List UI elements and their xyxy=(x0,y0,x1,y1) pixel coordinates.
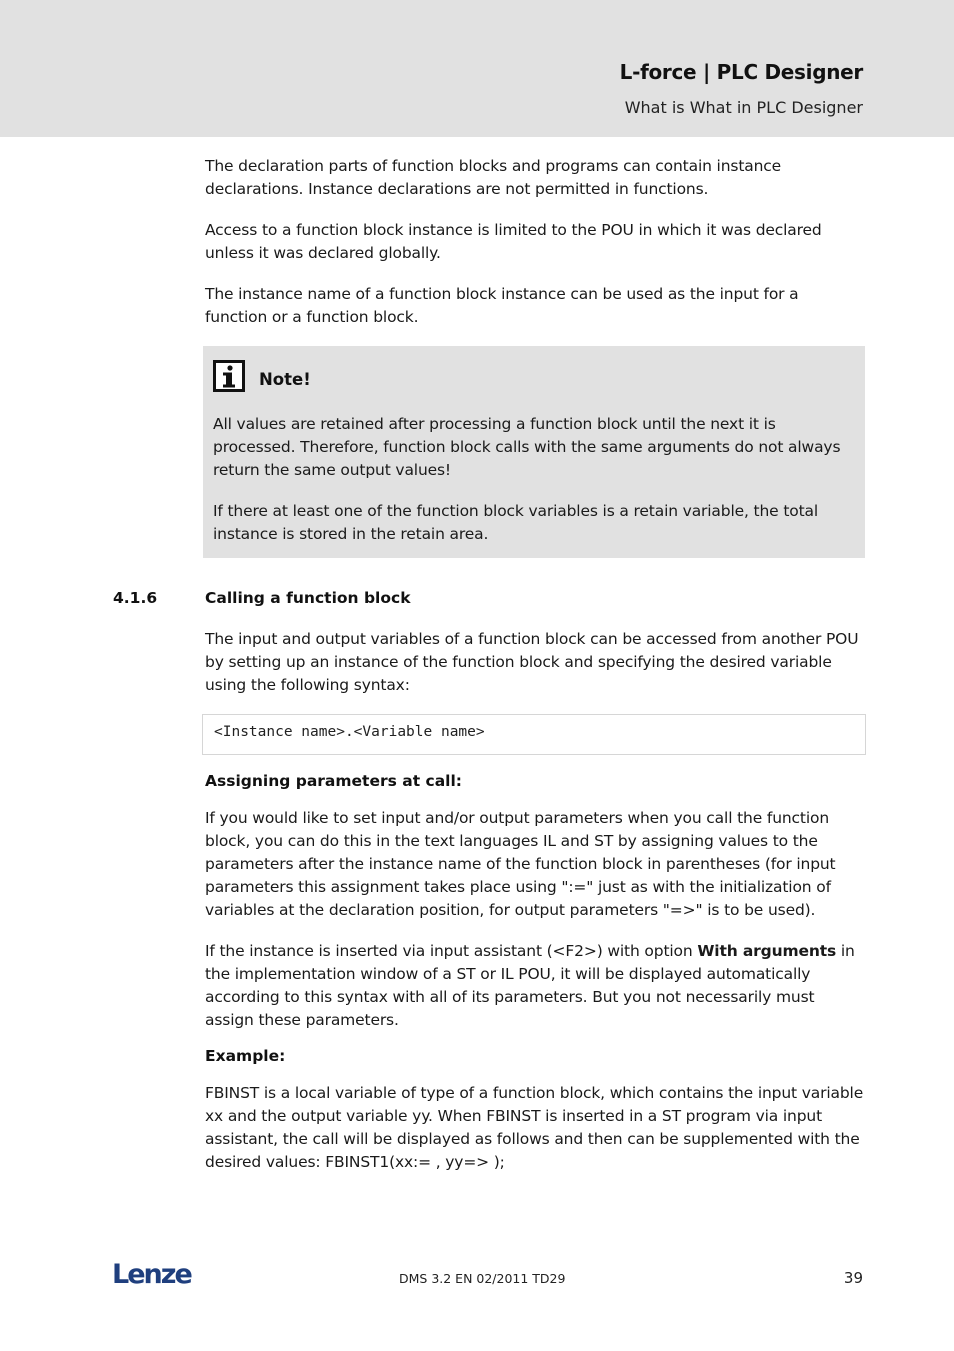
section-paragraph-1: The input and output variables of a function block can be accessed from another POU by setting up an instance of the function block and specifying the desired variable using the following syntax: xyxy=(205,630,859,694)
subhead-example: Example: xyxy=(205,1047,286,1065)
info-icon xyxy=(213,360,245,392)
section-paragraph-4: FBINST is a local variable of type of a function block, which contains the input variable xx and the output variable yy. When FBINST is inserted in a ST program via input assistant, the call will be displayed as follows and then can be supplemented with the desired values: FBINST1(xx:= , yy=> ); xyxy=(205,1084,864,1171)
code-syntax: <Instance name>.<Variable name> xyxy=(214,724,485,740)
lenze-logo: Lenze xyxy=(112,1259,191,1290)
section-title: Calling a function block xyxy=(205,589,411,607)
page-header xyxy=(0,0,954,137)
section-number: 4.1.6 xyxy=(113,589,158,607)
intro-paragraph-3: The instance name of a function block instance can be used as the input for a function or a function block. xyxy=(205,285,799,326)
header-subtitle: What is What in PLC Designer xyxy=(624,98,863,117)
subhead-assigning-parameters: Assigning parameters at call: xyxy=(205,772,462,790)
footer-document-id: DMS 3.2 EN 02/2011 TD29 xyxy=(399,1271,566,1286)
intro-paragraph-1: The declaration parts of function blocks and programs can contain instance declarations. Instance declarations are not permitted in functions. xyxy=(205,157,782,198)
header-title: L-force | PLC Designer xyxy=(619,60,863,84)
code-box xyxy=(202,714,866,755)
with-arguments-emphasis: With arguments xyxy=(697,942,837,960)
note-box xyxy=(203,346,865,558)
paragraph-3-text-end: in the implementation window of a ST or IL POU, it will be displayed automatically according to this syntax with all of its parameters. But you not necessarily must assign these parameters. xyxy=(205,942,855,1029)
paragraph-3-text-start: If the instance is inserted via input assistant (<F2>) with option xyxy=(205,942,698,960)
note-title: Note! xyxy=(259,370,311,389)
section-paragraph-3 xyxy=(205,940,865,1032)
section-paragraph-2: If you would like to set input and/or output parameters when you call the function block, you can do this in the text languages IL and ST by assigning values to the parameters after the instance name of the function block in parentheses (for input parameters this assignment takes place using ":=" just as with the initialization of variables at the declaration position, for output parameters "=>" is to be used). xyxy=(205,809,836,919)
intro-paragraph-2: Access to a function block instance is limited to the POU in which it was declared unless it was declared globally. xyxy=(205,221,822,262)
note-paragraph-2: If there at least one of the function block variables is a retain variable, the total instance is stored in the retain area. xyxy=(213,502,819,543)
page-number: 39 xyxy=(843,1269,863,1287)
note-paragraph-1: All values are retained after processing a function block until the next it is processed. Therefore, function block calls with the same arguments do not always return the same output values! xyxy=(213,415,841,479)
